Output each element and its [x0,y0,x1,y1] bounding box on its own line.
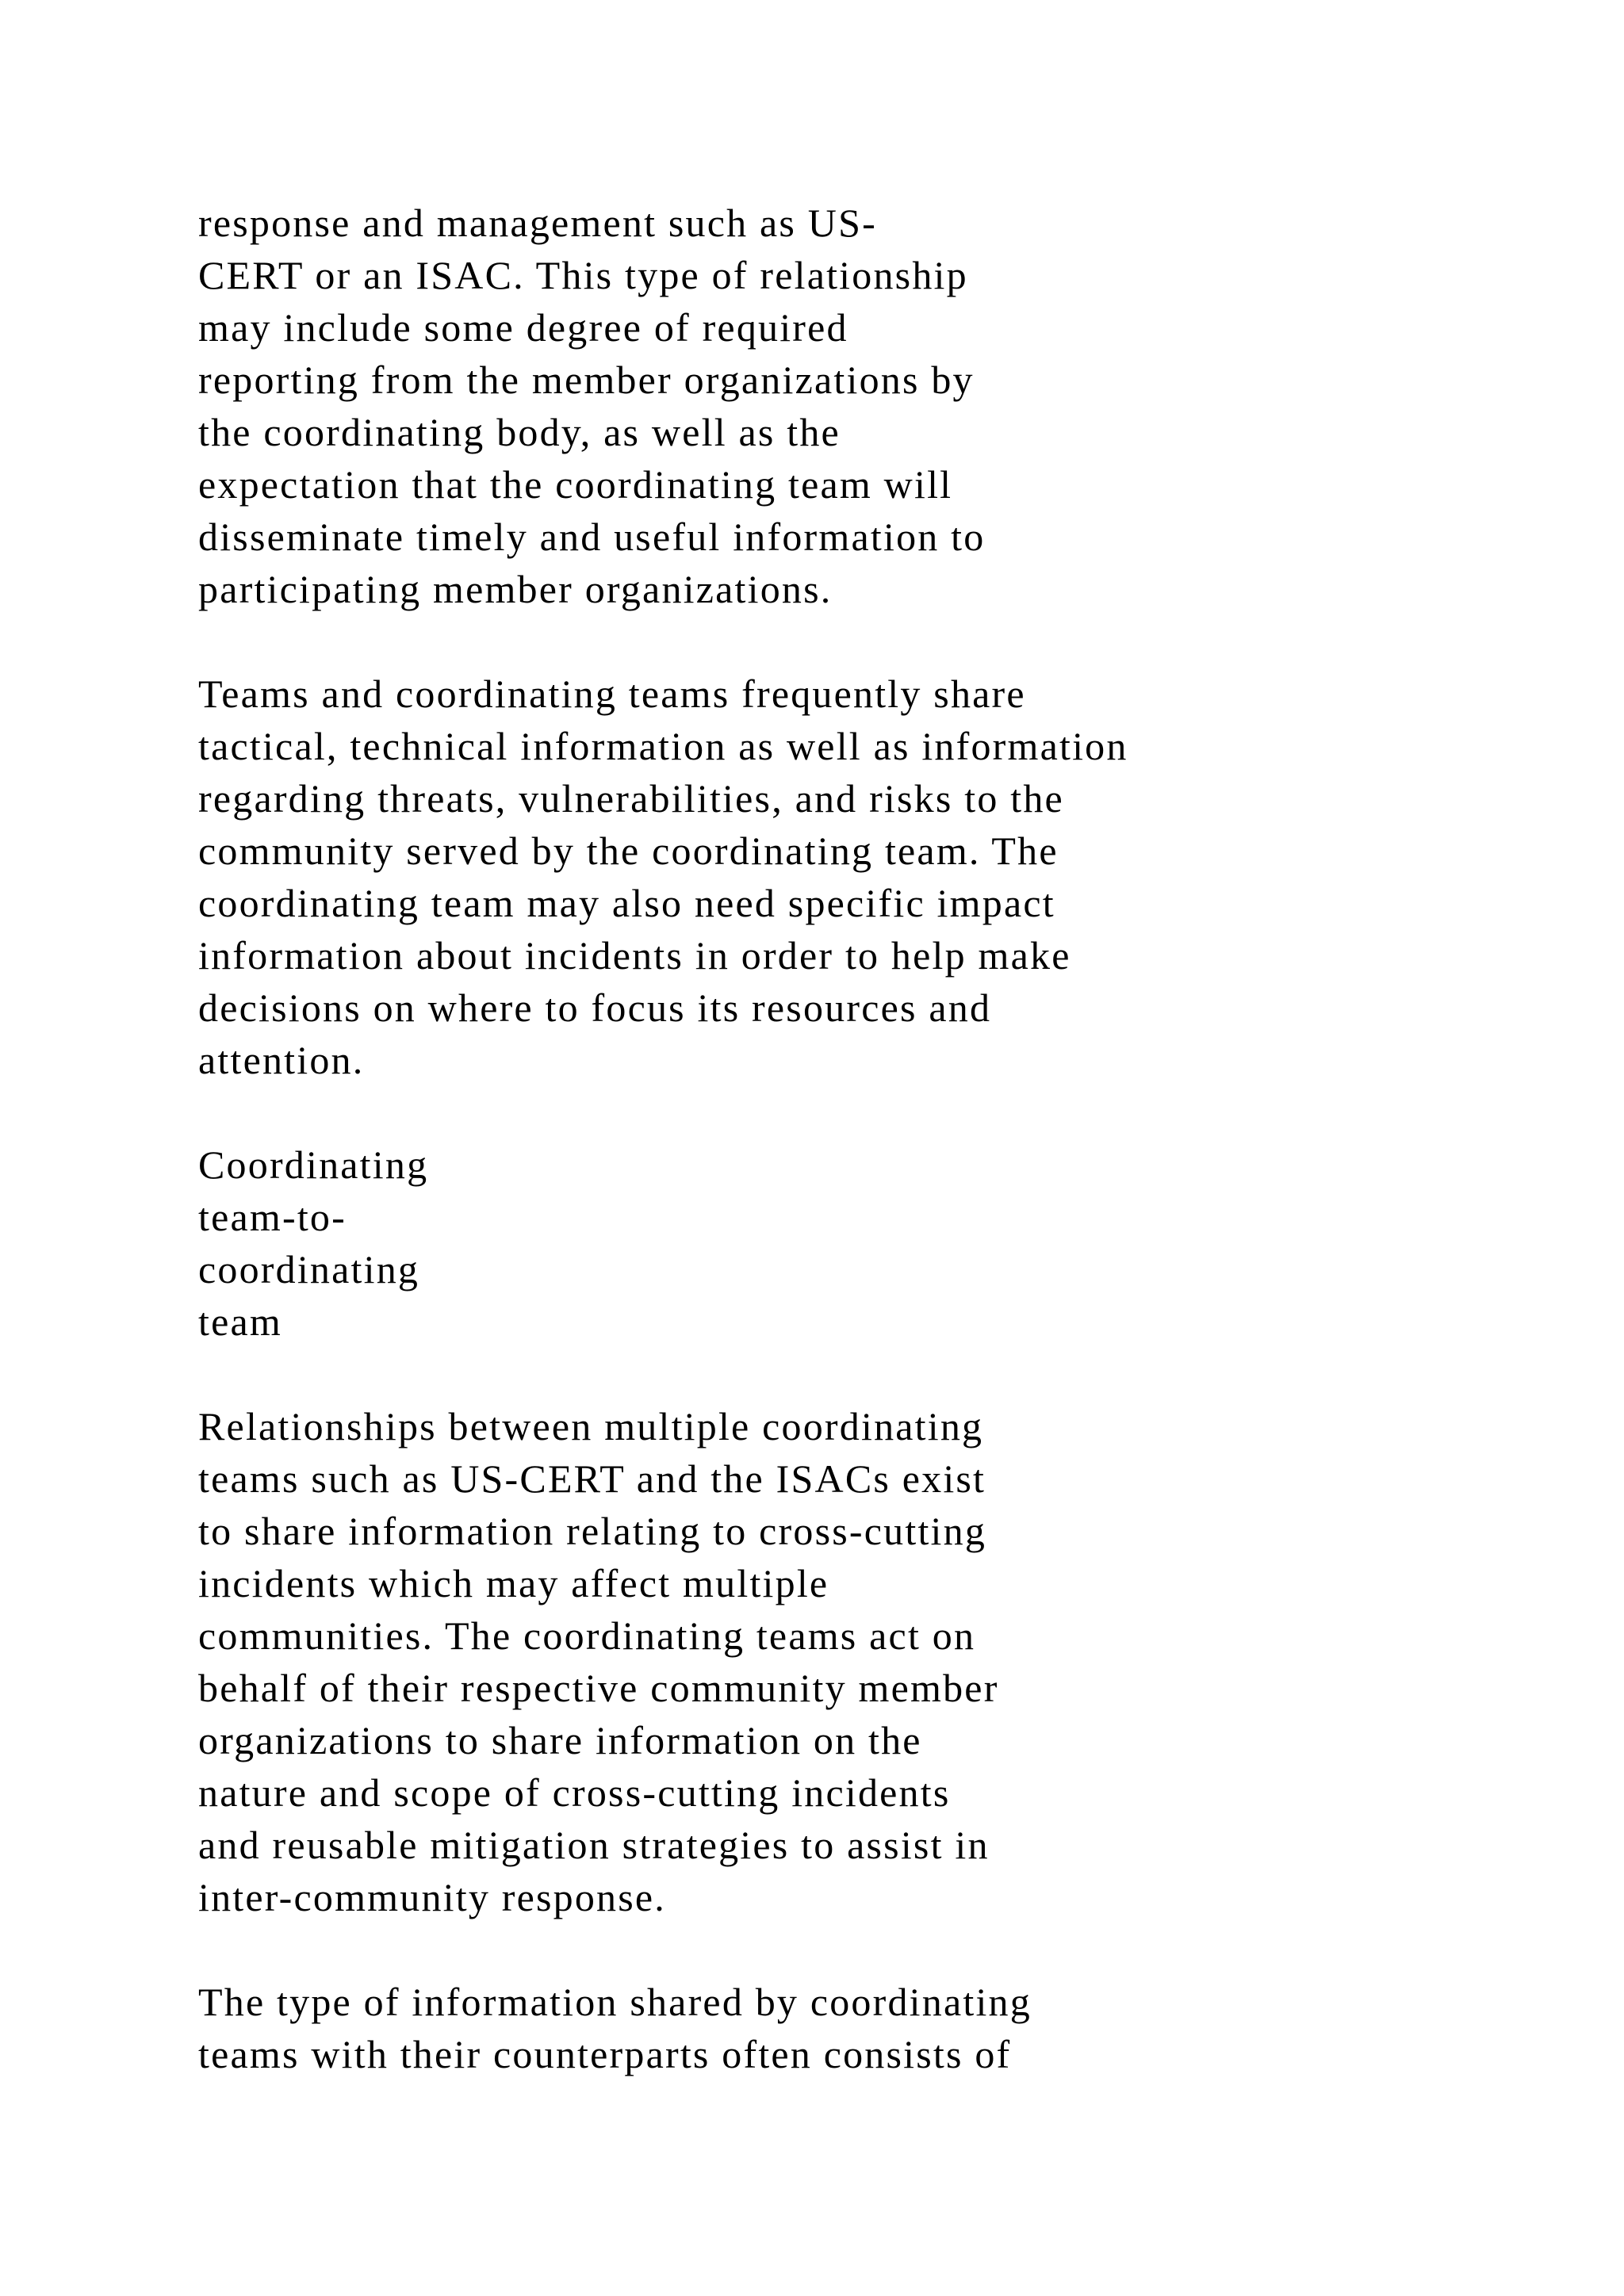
text-line: tactical, technical information as well as information [198,724,1128,768]
paragraph-relationship-reporting [198,197,1546,615]
text-line: communities. The coordinating teams act on [198,1613,976,1658]
text-line: CERT or an ISAC. This type of relationship [198,253,968,297]
text-line: regarding threats, vulnerabilities, and risks to the [198,776,1064,821]
text-line: coordinating team may also need specific impact [198,881,1055,925]
paragraph-information-sharing [198,668,1546,1086]
text-line: teams such as US-CERT and the ISACs exist [198,1456,986,1501]
section-heading-coordinating-team-to-coordinating-team [198,1138,1546,1348]
text-line: Relationships between multiple coordinating [198,1404,984,1448]
text-line: decisions on where to focus its resources and [198,985,992,1030]
text-line: nature and scope of cross-cutting incidents [198,1770,951,1815]
text-line: to share information relating to cross-cutting [198,1509,987,1553]
text-line: inter-community response. [198,1875,666,1919]
heading-line: Coordinating [198,1142,429,1187]
text-line: participating member organizations. [198,567,833,611]
text-line: may include some degree of required [198,305,848,350]
text-line: teams with their counterparts often consists of [198,2032,1012,2076]
text-line: community served by the coordinating team. The [198,828,1059,873]
text-line: organizations to share information on the [198,1718,922,1762]
text-line: behalf of their respective community member [198,1666,999,1710]
text-line: incidents which may affect multiple [198,1561,829,1605]
text-line: disseminate timely and useful information to [198,515,986,559]
text-line: information about incidents in order to help make [198,933,1071,978]
paragraph-type-of-information [198,1976,1546,2080]
text-line: expectation that the coordinating team will [198,462,953,507]
paragraph-multiple-coordinating-teams [198,1400,1546,1923]
text-line: Teams and coordinating teams frequently share [198,672,1026,716]
heading-line: team [198,1299,282,1344]
text-line: attention. [198,1038,365,1082]
document-body [198,197,1546,2133]
text-line: and reusable mitigation strategies to assist in [198,1823,990,1867]
text-line: response and management such as US- [198,201,877,245]
text-line: reporting from the member organizations by [198,358,975,402]
text-line: the coordinating body, as well as the [198,410,841,454]
heading-line: team-to- [198,1195,347,1239]
text-line: The type of information shared by coordinating [198,1980,1032,2024]
heading-line: coordinating [198,1247,420,1292]
